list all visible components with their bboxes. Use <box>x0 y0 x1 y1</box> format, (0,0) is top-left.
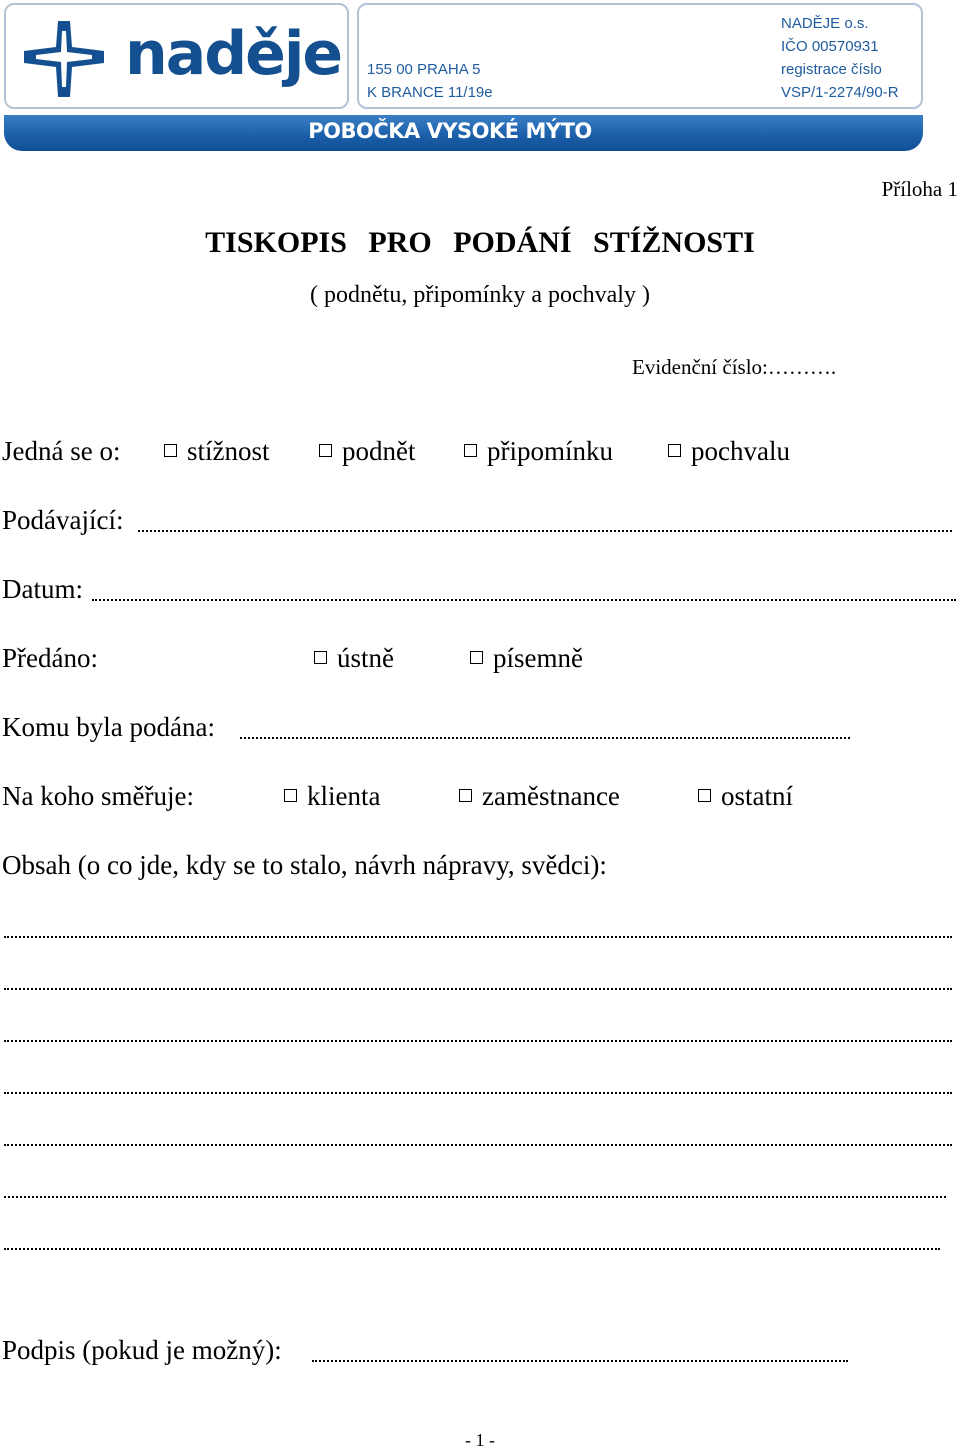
option-label: ostatní <box>721 781 793 811</box>
logo-panel <box>4 3 349 109</box>
checkbox-employee[interactable] <box>459 781 620 812</box>
option-label: zaměstnance <box>482 781 620 811</box>
option-label: stížnost <box>187 436 270 466</box>
content-line[interactable] <box>4 936 952 938</box>
option-label: klienta <box>307 781 381 811</box>
org-line: registrace číslo <box>781 61 882 78</box>
option-label: ústně <box>337 643 394 673</box>
handover-label: Předáno: <box>2 643 98 673</box>
cross-star-icon <box>22 19 106 99</box>
form-subtitle: ( podnětu, připomínky a pochvaly ) <box>310 282 650 308</box>
target-label: Na koho směřuje: <box>2 781 194 811</box>
checkbox-praise[interactable] <box>668 436 790 467</box>
branch-banner <box>4 115 923 151</box>
date-field[interactable] <box>92 599 956 601</box>
type-label: Jedná se o: <box>2 436 121 466</box>
form-title: TISKOPIS PRO PODÁNÍ STÍŽNOSTI <box>205 226 755 259</box>
checkbox-suggestion[interactable] <box>319 436 416 467</box>
checkbox-icon <box>459 789 472 802</box>
checkbox-icon <box>698 789 711 802</box>
checkbox-other[interactable] <box>698 781 793 812</box>
checkbox-complaint[interactable] <box>164 436 270 467</box>
branch-label: POBOČKA VYSOKÉ MÝTO <box>308 119 592 143</box>
date-label: Datum: <box>2 574 83 604</box>
checkbox-icon <box>284 789 297 802</box>
address-line: 155 00 PRAHA 5 <box>367 61 481 78</box>
content-line[interactable] <box>4 1196 946 1198</box>
address-block <box>367 58 493 104</box>
page-number: - 1 - <box>465 1430 495 1450</box>
option-label: připomínku <box>487 436 613 466</box>
signature-field[interactable] <box>312 1360 848 1362</box>
checkbox-client[interactable] <box>284 781 380 812</box>
checkbox-icon <box>314 651 327 664</box>
checkbox-icon <box>164 444 177 457</box>
option-label: pochvalu <box>691 436 790 466</box>
checkbox-written[interactable] <box>470 643 583 674</box>
checkbox-remark[interactable] <box>464 436 613 467</box>
content-label: Obsah (o co jde, kdy se to stalo, návrh nápravy, svědci): <box>2 850 607 880</box>
option-label: podnět <box>342 436 416 466</box>
organization-block <box>781 12 899 104</box>
checkbox-icon <box>668 444 681 457</box>
org-line: NADĚJE o.s. <box>781 15 869 32</box>
checkbox-icon <box>319 444 332 457</box>
recipient-label: Komu byla podána: <box>2 712 215 742</box>
recipient-field[interactable] <box>240 737 850 739</box>
registration-number-field[interactable]: Evidenční číslo:………. <box>632 355 837 379</box>
content-line[interactable] <box>4 988 952 990</box>
org-line: VSP/1-2274/90-R <box>781 84 899 101</box>
signature-label: Podpis (pokud je možný): <box>2 1335 282 1365</box>
content-line[interactable] <box>4 1092 952 1094</box>
brand-name: naděje <box>125 19 342 89</box>
checkbox-oral[interactable] <box>314 643 394 674</box>
content-line[interactable] <box>4 1040 952 1042</box>
content-line[interactable] <box>4 1144 952 1146</box>
option-label: písemně <box>493 643 583 673</box>
content-line[interactable] <box>4 1248 940 1250</box>
org-line: IČO 00570931 <box>781 38 879 55</box>
submitter-label: Podávající: <box>2 505 124 535</box>
appendix-label: Příloha 1 <box>881 177 958 201</box>
submitter-field[interactable] <box>138 530 952 532</box>
address-line: K BRANCE 11/19e <box>367 84 493 101</box>
info-panel <box>357 3 923 109</box>
checkbox-icon <box>470 651 483 664</box>
checkbox-icon <box>464 444 477 457</box>
